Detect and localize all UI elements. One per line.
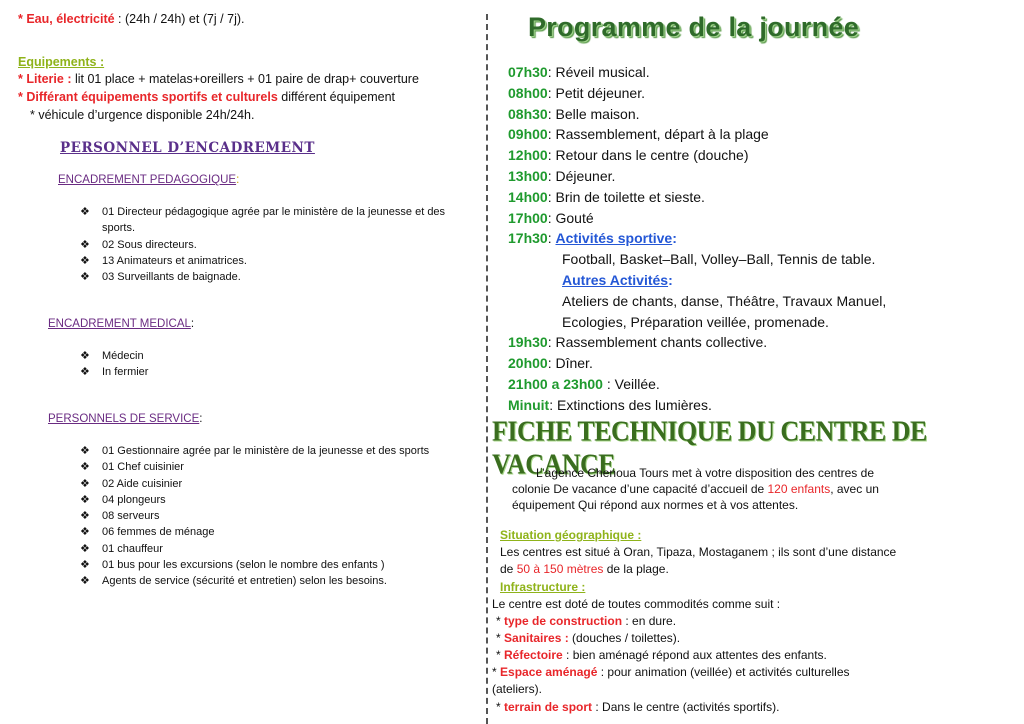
utilities-label: * Eau, électricité [18, 12, 115, 26]
diamond-bullet-icon: ❖ [80, 238, 90, 251]
medical-heading-colon: : [190, 318, 195, 330]
list-item: ❖ 01 Gestionnaire agrée par le ministère de la jeunesse et des sports [80, 443, 429, 459]
diamond-bullet-icon: ❖ [80, 477, 90, 490]
schedule-row: 07h30: Réveil musical. [508, 64, 650, 80]
schedule-row: 12h00: Retour dans le centre (douche) [508, 147, 749, 164]
diamond-bullet-icon: ❖ [80, 271, 90, 284]
infrastructure-intro: Le centre est doté de toutes commodités comme suit : [492, 597, 781, 611]
service-heading-colon: : [199, 413, 203, 425]
schedule-detail: Ateliers de chants, danse, Théâtre, Travaux Manuel, [562, 292, 887, 309]
distance-highlight: 50 à 150 mètres [516, 562, 604, 576]
list-item: ❖ 02 Sous directeurs. [80, 237, 445, 253]
infra-item: * terrain de sport : Dans le centre (activités sportifs). [496, 700, 780, 714]
sport-equipment-text: différent équipement [277, 90, 395, 104]
list-item: ❖ 04 plongeurs [80, 492, 429, 508]
schedule-row: 20h00: Dîner. [508, 355, 593, 372]
infra-item: (ateliers). [492, 682, 543, 696]
schedule-row: 17h30: Activités sportive: [508, 230, 677, 247]
vehicle-line: * véhicule d’urgence disponible 24h/24h. [30, 108, 255, 122]
situation-line-2: de 50 à 150 mètres de la plage. [500, 562, 669, 576]
list-item: ❖ 01 Chef cuisinier [80, 459, 429, 475]
sport-equipment-label: * Différant équipements sportifs et culturels [18, 90, 278, 104]
schedule-row: 21h00 a 23h00 : Veillée. [508, 375, 660, 392]
diamond-bullet-icon: ❖ [80, 542, 90, 555]
column-divider [486, 14, 488, 724]
diamond-bullet-icon: ❖ [80, 493, 90, 506]
diamond-bullet-icon: ❖ [80, 575, 90, 588]
schedule-row: Minuit: Extinctions des lumières. [508, 396, 712, 413]
pedagogic-list [80, 204, 445, 285]
intro-line-1: L’agence Chenoua Tours met à votre disposition des centres de [536, 466, 874, 480]
intro-line-2: colonie De vacance d’une capacité d’accueil de 120 enfants, avec un [512, 482, 879, 496]
list-item: ❖ In fermier [80, 364, 148, 380]
diamond-bullet-icon: ❖ [80, 206, 90, 218]
medical-list [80, 348, 148, 381]
program-title: Programme de la journée [528, 12, 860, 42]
schedule-row: 14h00: Brin de toilette et sieste. [508, 188, 705, 205]
technical-sheet-title: FICHE TECHNIQUE DU CENTRE DE VACANCE [492, 415, 927, 480]
utilities-text: : (24h / 24h) et (7j / 7j). [114, 12, 245, 26]
schedule-row: 09h00: Rassemblement, départ à la plage [508, 126, 769, 143]
list-item: ❖ 06 femmes de ménage [80, 524, 429, 540]
utilities-line [18, 12, 245, 26]
list-item: ❖ 01 bus pour les excursions (selon le nombre des enfants ) [80, 557, 429, 573]
medical-heading [48, 318, 194, 330]
diamond-bullet-icon: ❖ [80, 461, 90, 474]
schedule-row: 13h00: Déjeuner. [508, 167, 616, 184]
list-item: ❖ 03 Surveillants de baignade. [80, 269, 445, 285]
situation-line-1: Les centres est situé à Oran, Tipaza, Mostaganem ; ils sont d’une distance [500, 545, 897, 559]
service-heading-text: PERSONNELS DE SERVICE [48, 413, 200, 425]
sport-activities-label: Activités sportive [555, 230, 673, 247]
bedding-label: * Literie : [18, 72, 72, 86]
list-item: sports. [102, 222, 136, 235]
other-activities-row: Autres Activités: [562, 271, 673, 288]
infra-item: * Sanitaires : (douches / toilettes). [496, 631, 681, 645]
infra-item: * Réfectoire : bien aménagé répond aux attentes des enfants. [496, 648, 827, 662]
diamond-bullet-icon: ❖ [80, 510, 90, 523]
equipment-heading: Equipements : [18, 55, 105, 69]
infrastructure-heading: Infrastructure : [500, 580, 586, 594]
list-item: ❖ 01 Directeur pédagogique agrée par le ministère de la jeunesse et des [80, 204, 445, 220]
diamond-bullet-icon: ❖ [80, 254, 90, 267]
capacity-highlight: 120 enfants [767, 482, 831, 496]
list-item: ❖ 02 Aide cuisinier [80, 476, 429, 492]
pedagogic-heading-text: ENCADREMENT PEDAGOGIQUE [58, 174, 237, 186]
list-item: ❖ 13 Animateurs et animatrices. [80, 253, 445, 269]
schedule-row: 17h00: Gouté [508, 209, 594, 226]
diamond-bullet-icon: ❖ [80, 445, 90, 457]
other-activities-label: Autres Activités [562, 271, 669, 288]
medical-heading-text: ENCADREMENT MEDICAL [48, 318, 191, 330]
list-item: ❖ 01 chauffeur [80, 541, 429, 557]
service-heading [48, 413, 202, 425]
bedding-line [18, 72, 419, 86]
service-list [80, 443, 429, 590]
schedule-list [508, 62, 886, 416]
schedule-detail: Ecologies, Préparation veillée, promenade. [562, 313, 829, 330]
schedule-detail: Football, Basket–Ball, Volley–Ball, Tennis de table. [562, 251, 876, 268]
intro-line-3: équipement Qui répond aux normes et à vos attentes. [512, 498, 799, 512]
infra-item: * Espace aménagé : pour animation (veillée) et activités culturelles [492, 665, 850, 679]
infra-item: * type de construction : en dure. [496, 614, 677, 628]
schedule-row: 08h00: Petit déjeuner. [508, 84, 645, 101]
schedule-row: 19h30: Rassemblement chants collective. [508, 334, 768, 351]
diamond-bullet-icon: ❖ [80, 366, 90, 379]
diamond-bullet-icon: ❖ [80, 559, 90, 572]
situation-heading: Situation géographique : [500, 528, 642, 542]
list-item: ❖ 08 serveurs [80, 508, 429, 524]
sport-equipment-line [18, 90, 395, 104]
list-item: ❖ Agents de service (sécurité et entretien) selon les besoins. [80, 573, 429, 589]
bedding-text: lit 01 place + matelas+oreillers + 01 paire de drap+ couverture [71, 72, 419, 86]
pedagogic-heading [58, 174, 239, 186]
pedagogic-heading-colon: : [236, 174, 240, 186]
list-item: ❖ Médecin [80, 348, 148, 364]
schedule-row: 08h30: Belle maison. [508, 105, 640, 122]
diamond-bullet-icon: ❖ [80, 526, 90, 539]
personnel-title: PERSONNEL D’ENCADREMENT [60, 140, 315, 156]
diamond-bullet-icon: ❖ [80, 350, 90, 362]
